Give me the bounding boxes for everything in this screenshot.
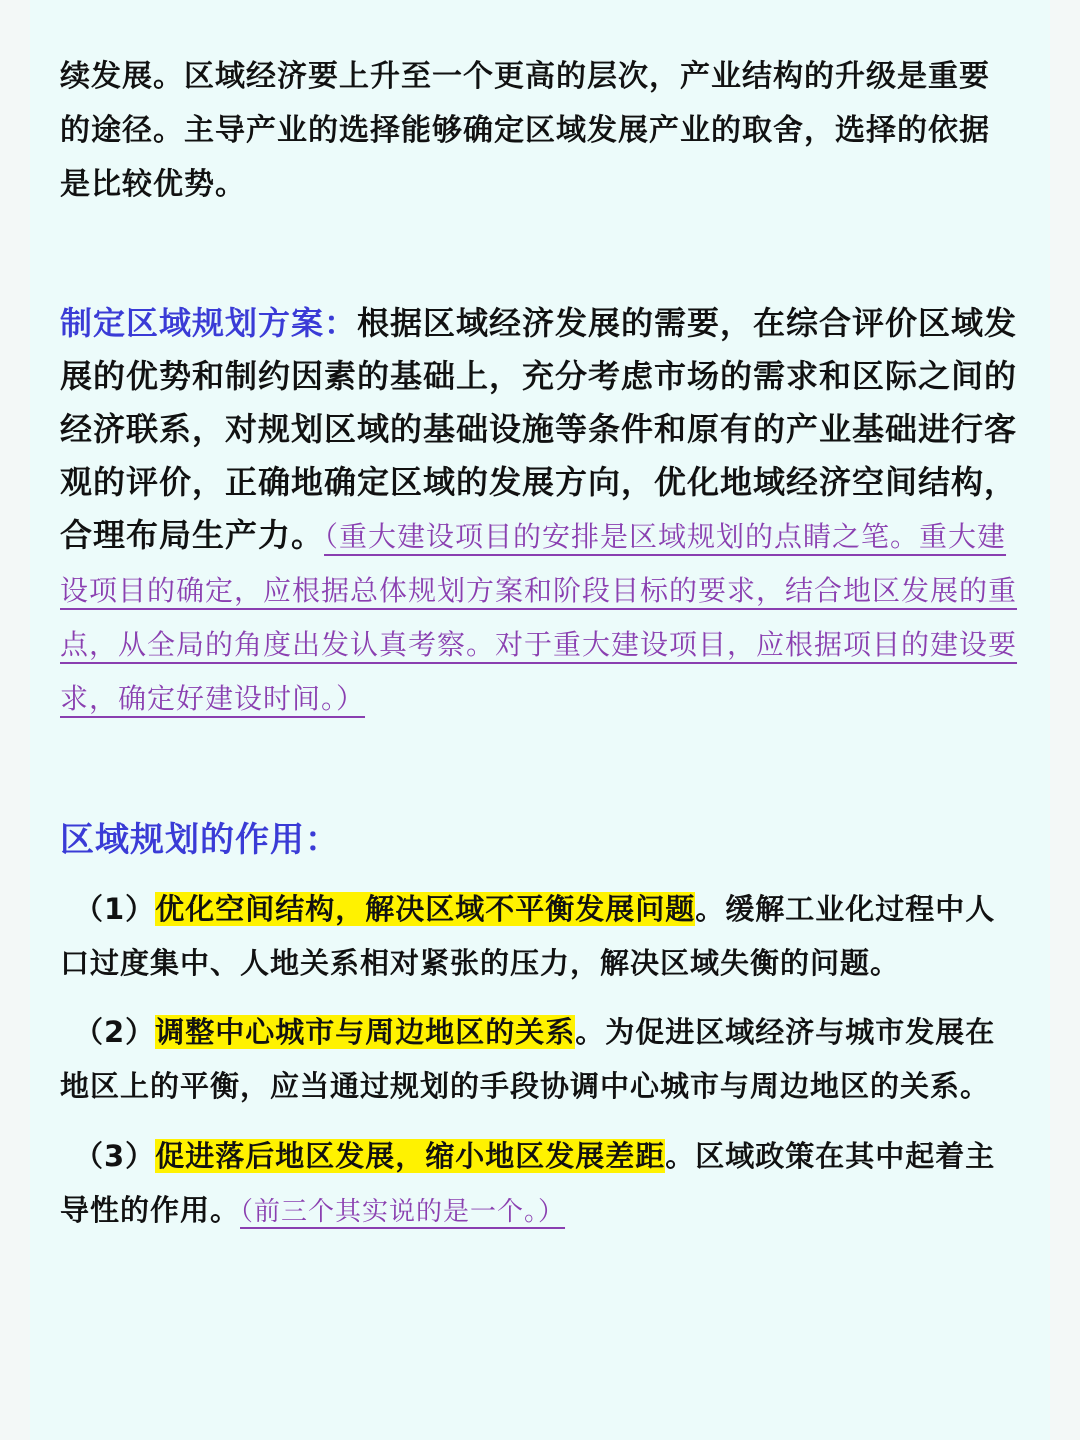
item-highlight: 优化空间结构，解决区域不平衡发展问题	[155, 892, 696, 926]
paragraph-planning	[60, 297, 1020, 725]
list-item	[60, 1129, 1020, 1239]
paragraph-intro	[60, 50, 1020, 212]
document-page	[30, 0, 1050, 1440]
list-item	[60, 1005, 1020, 1113]
item-number: （2）	[74, 1015, 156, 1049]
section-heading: 区域规划的作用：	[60, 820, 340, 860]
planning-lead: 制定区域规划方案：	[60, 304, 358, 342]
item-text: 。缓解工业化过程中人口过度集中、人地关系相对紧张的压力，解决区域失衡的问题。	[60, 892, 996, 980]
item-note: （前三个其实说的是一个。）	[240, 1197, 566, 1227]
item-number: （1）	[74, 892, 156, 926]
list-item	[60, 882, 1020, 990]
item-text: 。为促进区域经济与城市发展在地区上的平衡，应当通过规划的手段协调中心城市与周边地区的关系。	[60, 1015, 996, 1103]
planning-note: （重大建设项目的安排是区域规划的点睛之笔。重大建设项目的确定，应根据总体规划方案和阶段目标的要求，结合地区发展的重点，从全局的角度出发认真考察。对于重大建设项目，应根据项目的建设要求，确定好建设时间。）	[60, 520, 1018, 715]
item-highlight: 促进落后地区发展，缩小地区发展差距	[155, 1139, 666, 1173]
planning-body: 根据区域经济发展的需要，在综合评价区域发展的优势和制约因素的基础上，充分考虑市场的需求和区际之间的经济联系，对规划区域的基础设施等条件和原有的产业基础进行客观的评价，正确地确定区域的发展方向，优化地域经济空间结构，合理布局生产力。	[60, 304, 1018, 554]
item-number: （3）	[74, 1139, 156, 1173]
item-text: 。区域政策在其中起着主导性的作用。	[60, 1139, 996, 1227]
paragraph-intro-text: 续发展。区域经济要上升至一个更高的层次，产业结构的升级是重要的途径。主导产业的选择能够确定区域发展产业的取舍，选择的依据是比较优势。	[60, 59, 990, 202]
item-highlight: 调整中心城市与周边地区的关系	[155, 1015, 576, 1049]
